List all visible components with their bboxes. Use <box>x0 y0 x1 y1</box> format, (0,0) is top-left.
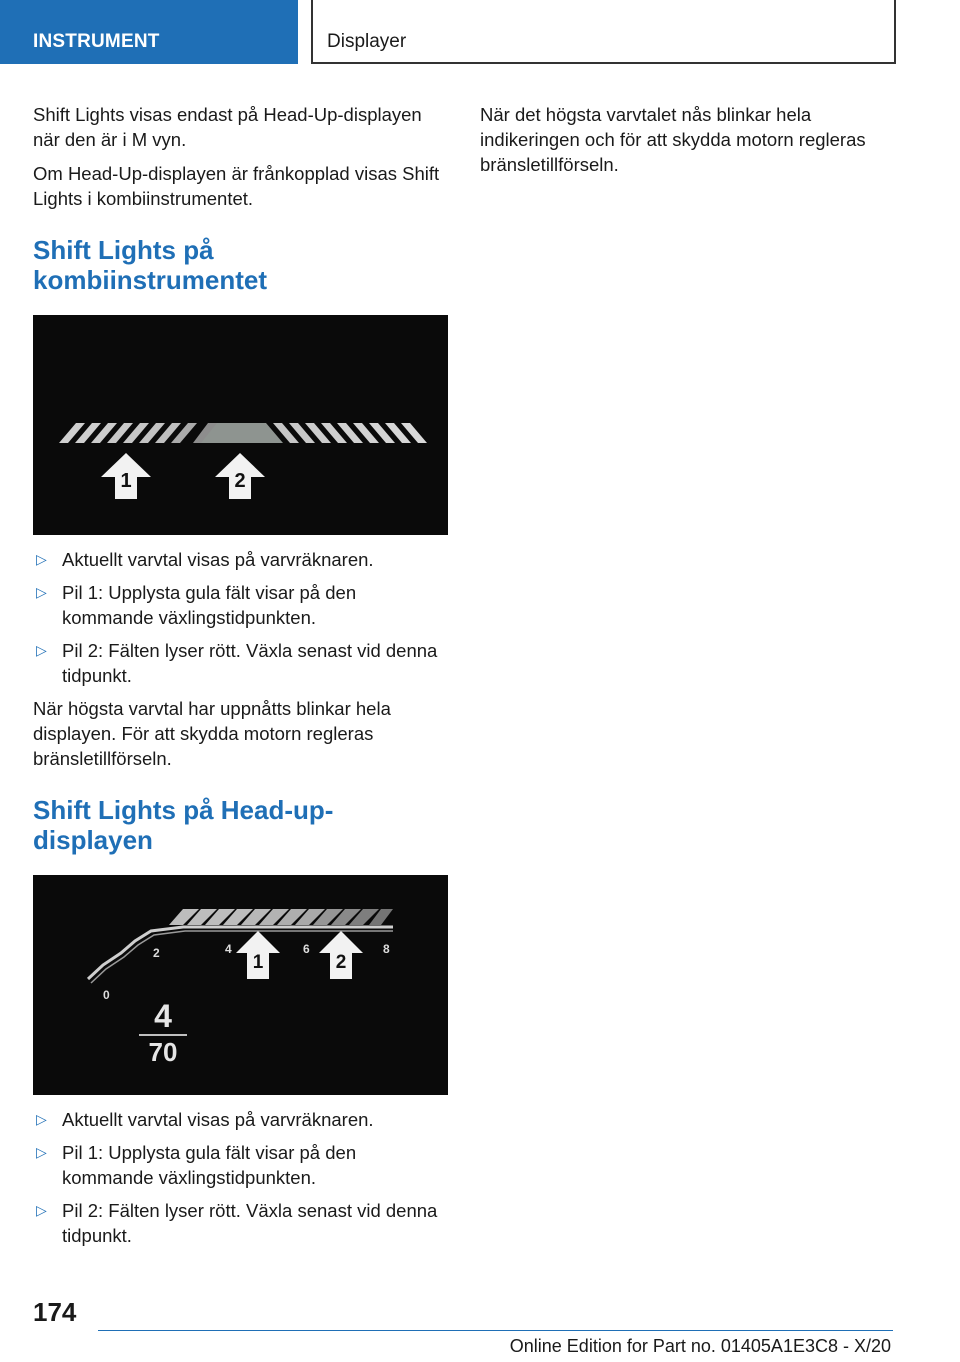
triangle-bullet-icon: ▷ <box>36 1144 47 1160</box>
arrow-1 <box>101 453 151 499</box>
header-title: Displayer <box>311 0 896 64</box>
triangle-bullet-icon: ▷ <box>36 1111 47 1127</box>
scale-label-0: 0 <box>103 988 110 1002</box>
scale-label-4: 4 <box>225 942 232 956</box>
bullet-list-1 <box>33 547 448 688</box>
arrow-2 <box>215 453 265 499</box>
right-column <box>480 102 892 186</box>
scale-label-6: 6 <box>303 942 310 956</box>
scale-label-8: 8 <box>383 942 390 956</box>
arrow-label-2: 2 <box>234 470 246 492</box>
section-heading-head-up: Shift Lights på Head-up-displayen <box>33 795 334 855</box>
page-number: 174 <box>33 1297 77 1327</box>
shift-light-bar <box>59 423 427 443</box>
triangle-bullet-icon: ▷ <box>36 584 47 600</box>
scale-label-2: 2 <box>153 946 160 960</box>
hud-arrow-label-2: 2 <box>335 952 347 973</box>
hud-arrow-1 <box>236 931 280 979</box>
triangle-bullet-icon: ▷ <box>36 551 47 567</box>
footer-divider <box>98 1330 893 1331</box>
list-item: ▷ Pil 2: Fälten lyser rött. Växla senast vid denna tidpunkt. <box>36 640 438 686</box>
section-heading-kombiinstrument: Shift Lights på kombiinstrumentet <box>33 235 268 295</box>
list-item: ▷ Pil 2: Fälten lyser rött. Växla senast vid denna tidpunkt. <box>36 1200 438 1246</box>
bullet-list-2 <box>33 1107 448 1248</box>
hud-arrow-2 <box>319 931 363 979</box>
section1-paragraph: När högsta varvtal har uppnåtts blinkar hela displayen. För att skydda motorn regleras bränsletillförseln. <box>33 698 391 769</box>
right-paragraph: När det högsta varvtalet nås blinkar hela indikeringen och för att skydda motorn regleras bränsletillförseln. <box>480 104 866 175</box>
speed-indicator: 70 <box>148 1037 178 1067</box>
intro-paragraph-2: Om Head-Up-displayen är frånkopplad visas Shift Lights i kombiinstrumentet. <box>33 163 440 209</box>
arrow-label-1: 1 <box>120 470 132 492</box>
gear-indicator: 4 <box>154 998 172 1034</box>
hud-arrow-label-1: 1 <box>252 952 264 973</box>
triangle-bullet-icon: ▷ <box>36 1202 47 1218</box>
triangle-bullet-icon: ▷ <box>36 642 47 658</box>
list-item: ▷ Aktuellt varvtal visas på varvräknaren. <box>36 549 374 570</box>
figure-shift-lights-hud <box>33 875 448 1095</box>
figure-shift-lights-cluster <box>33 315 448 535</box>
footer-edition-text: Online Edition for Part no. 01405A1E3C8 - X/20 <box>509 1336 891 1356</box>
list-item: ▷ Pil 1: Upplysta gula fält visar på den kommande växlingstidpunkten. <box>36 1142 357 1188</box>
left-column <box>33 102 448 1256</box>
list-item: ▷ Aktuellt varvtal visas på varvräknaren. <box>36 1109 374 1130</box>
intro-paragraph-1: Shift Lights visas endast på Head-Up-displayen när den är i M vyn. <box>33 104 422 150</box>
header-section-tab: INSTRUMENT <box>0 0 298 64</box>
hud-gear-speed <box>139 998 187 1067</box>
list-item: ▷ Pil 1: Upplysta gula fält visar på den kommande växlingstidpunkten. <box>36 582 357 628</box>
